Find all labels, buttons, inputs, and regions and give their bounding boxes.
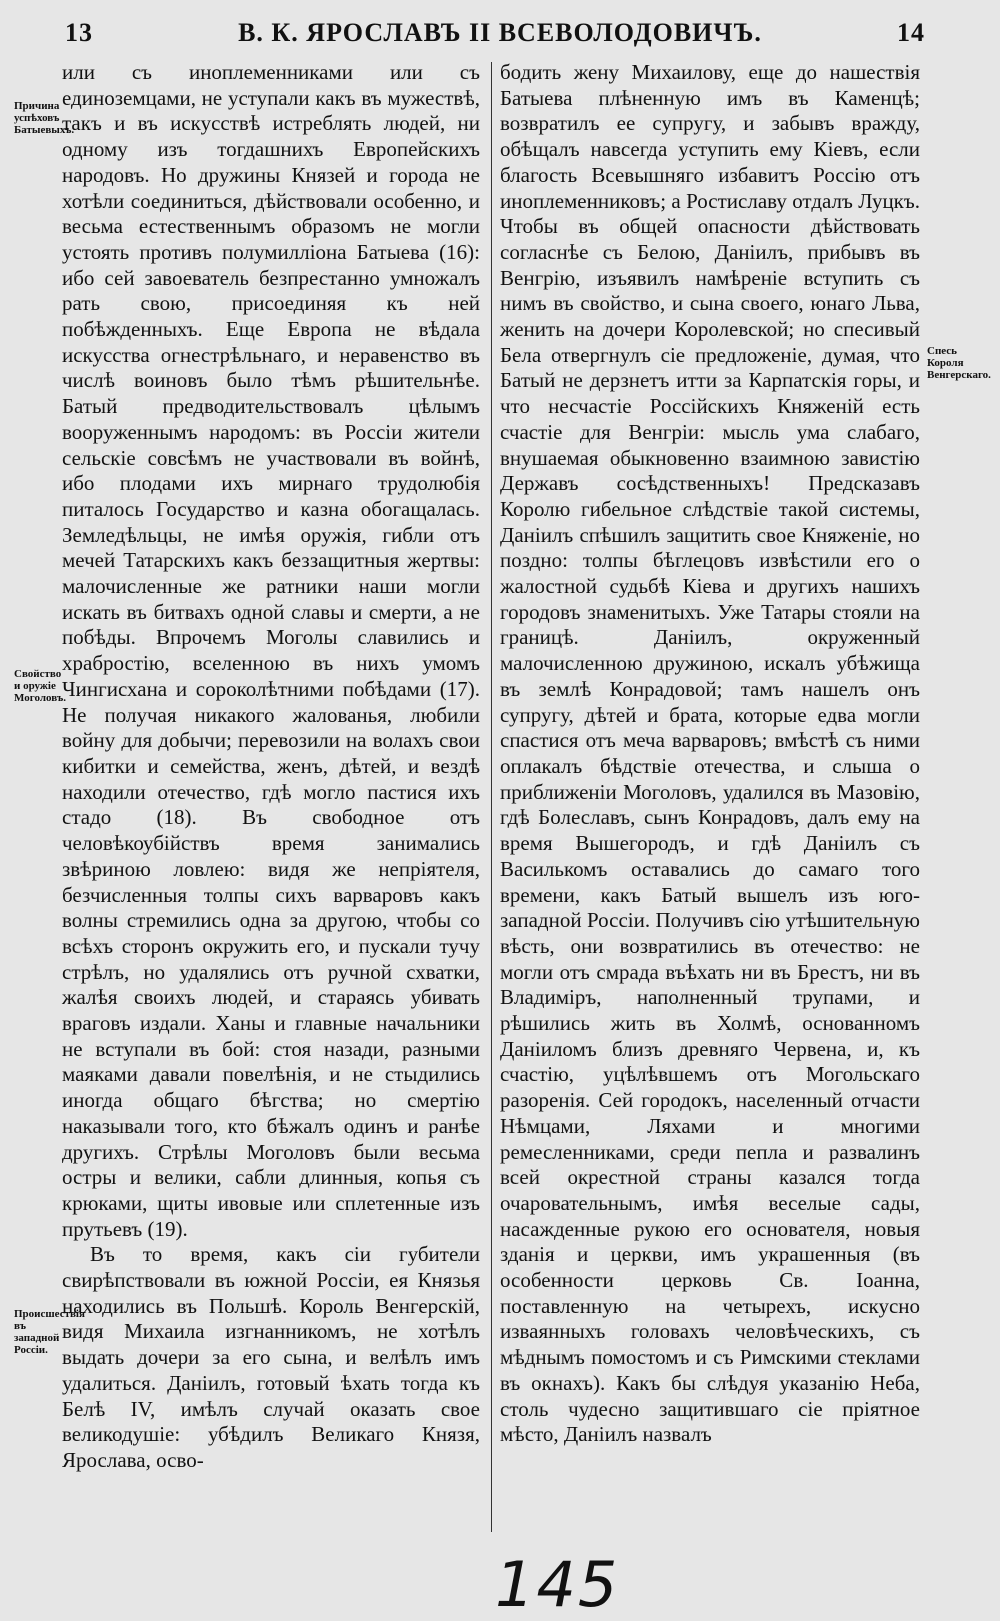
paragraph: или съ иноплеменниками или съ единоземцами, не уступали какъ въ мужествѣ, такъ и въ искусствѣ истреблять людей, ни одному изъ тогдашнихъ Европейскихъ народовъ. Но дружины Князей и города не хотѣли соединиться, дѣйствовали особенно, и весьма естественнымъ образомъ не могли устоять противъ полумилліона Батыева (16): ибо сей завоеватель безпрестанно умножалъ рать свою, присоединяя къ ней побѣжденныхъ. Еще Европа не вѣдала искусства огнестрѣльнаго, и неравенство въ числѣ воиновъ было тѣмъ рѣшительнѣе. Батый предводительствовалъ цѣлымъ вооруженнымъ народомъ: въ Россіи жители сельскіе совсѣмъ не участвовали въ войнѣ, ибо плодами ихъ мирнаго трудолюбія питалось Государство и казна обогащалась. Земледѣльцы, не имѣя оружія, гибли отъ мечей Татарскихъ какъ беззащитныя жертвы: малочисленные же ратники наши могли искать въ битвахъ одной славы и смерти, а не побѣды. Впрочемъ Моголы славились и храбростію, вселенною въ нихъ умомъ Чингисхана и сороколѣтними побѣдами (17). Не получая никакого жалованья, любили войну для добычи; перевозили на волахъ свои кибитки и семейства, женъ, дѣтей, и вездѣ находили отечество, гдѣ могло пастися ихъ стадо (18). Въ свободное отъ человѣкоубійствъ время занимались звѣриною ловлею: видя же непріятеля, безчисленныя толпы сихъ варваровъ какъ волны стремились одна за другою, чтобы со всѣхъ сторонъ окружить его, и пускали тучу стрѣлъ, но удалялись отъ ручной схватки, жалѣя своихъ людей, и стараясь убивать враговъ издали. Ханы и главные начальники не вступали въ бой: стоя назади, разными маяками давали повелѣнія, и не стыдились иногда общаго бѣгства; но смертію наказывали того, кто бѣжалъ одинъ и ранѣе другихъ. Стрѣлы Моголовъ были весьма остры и велики, сабли длинныя, копья съ крюками, щиты ивовые или сплетенные изъ прутьевъ (19). — [62, 60, 480, 1241]
margin-note: Происшествія въ западной Россіи. — [14, 1308, 85, 1356]
handwritten-page-number: 145 — [495, 1548, 620, 1621]
page-number-left: 13 — [65, 18, 93, 47]
column-divider — [491, 62, 492, 1532]
margin-note: Спесь Короля Венгерскаго. — [927, 345, 991, 381]
page-number-right: 14 — [897, 18, 925, 47]
left-column — [62, 60, 480, 1474]
right-column — [500, 60, 920, 1448]
paragraph: Въ то время, какъ сіи губители свирѣпствовали въ южной Россіи, ея Князья находились въ Польшѣ. Король Венгерскій, видя Михаила изгнанникомъ, не хотѣлъ выдать дочери за его сына, и велѣлъ имъ удалиться. Даніилъ, готовый ѣхать тогда къ Белѣ IV, имѣлъ случай оказать свое великодушіе: убѣдилъ Великаго Князя, Ярослава, осво- — [62, 1242, 480, 1472]
running-title: В. К. ЯРОСЛАВЪ II ВСЕВОЛОДОВИЧЪ. — [238, 18, 762, 47]
page-header — [0, 18, 1000, 58]
paragraph: бодить жену Михаилову, еще до нашествія Батыева плѣненную имъ въ Каменцѣ; возвратилъ ее супругу, и забывъ вражду, обѣщалъ навсегда уступить ему Кіевъ, если благость Всевышняго избавитъ Россію отъ иноплеменниковъ; а Ростиславу отдалъ Луцкъ. Чтобы въ общей опасности дѣйствовать согласнѣе съ Белою, Даніилъ, прибывъ въ Венгрію, изъявилъ намѣреніе вступить съ нимъ въ свойство, и сына своего, юнаго Льва, женить на дочери Королевской; но спесивый Бела отвергнулъ сіе предложеніе, думая, что Батый не дерзнетъ итти за Карпатскія горы, и что несчастіе Россійскихъ Княженій есть счастіе для Венгріи: мысль ума слабаго, внушаемая обыкновенно взаимною завистію Державъ сосѣдственныхъ! Предсказавъ Королю гибельное слѣдствіе такой системы, Даніилъ спѣшилъ защитить свое Княженіе, но поздно: толпы бѣглецовъ извѣстили его о жалостной судьбѣ Кіева и другихъ нашихъ городовъ знаменитыхъ. Уже Татары стояли на границѣ. Даніилъ, окруженный малочисленною дружиною, искалъ убѣжища въ землѣ Конрадовой; тамъ нашелъ онъ супругу, дѣтей и брата, которые едва могли спастися отъ меча варваровъ; вмѣстѣ съ ними оплакалъ бѣдствіе отечества, и слыша о приближеніи Моголовъ, удалился въ Мазовію, гдѣ Болеславъ, сынъ Конрадовъ, далъ ему на время Вышегородъ, и гдѣ Даніилъ съ Василькомъ оставались до самаго того времени, какъ Батый вышелъ изъ юго-западной Россіи. Получивъ сію утѣшительную вѣсть, они возвратились въ отечество: не могли отъ смрада въѣхать ни въ Брестъ, ни въ Владиміръ, наполненный трупами, и рѣшились жить въ Холмѣ, основанномъ Даніиломъ близъ древняго Червена, и, къ счастію, уцѣлѣвшемъ отъ Могольскаго разоренія. Сей городокъ, населенный отчасти Нѣмцами, Ляхами и многими ремесленниками, среди пепла и развалинъ всей окрестной страны казался тогда очаровательнымъ, имѣя веселые сады, насажденные рукою его основателя, новыя зданія и церкви, имъ украшенныя (въ особенности церковь Св. Іоанна, поставленную на четырехъ, искусно изваянныхъ головахъ человѣческихъ, съ мѣднымъ помостомъ и съ Римскими стеклами въ окнахъ). Какъ бы слѣдуя указанію Неба, столь чудесно защитившаго сіе пріятное мѣсто, Даніилъ назвалъ — [500, 60, 920, 1447]
margin-note: Свойство и оружіе Моголовъ. — [14, 668, 67, 704]
margin-note: Причина успѣховъ Батыевыхъ. — [14, 100, 75, 136]
